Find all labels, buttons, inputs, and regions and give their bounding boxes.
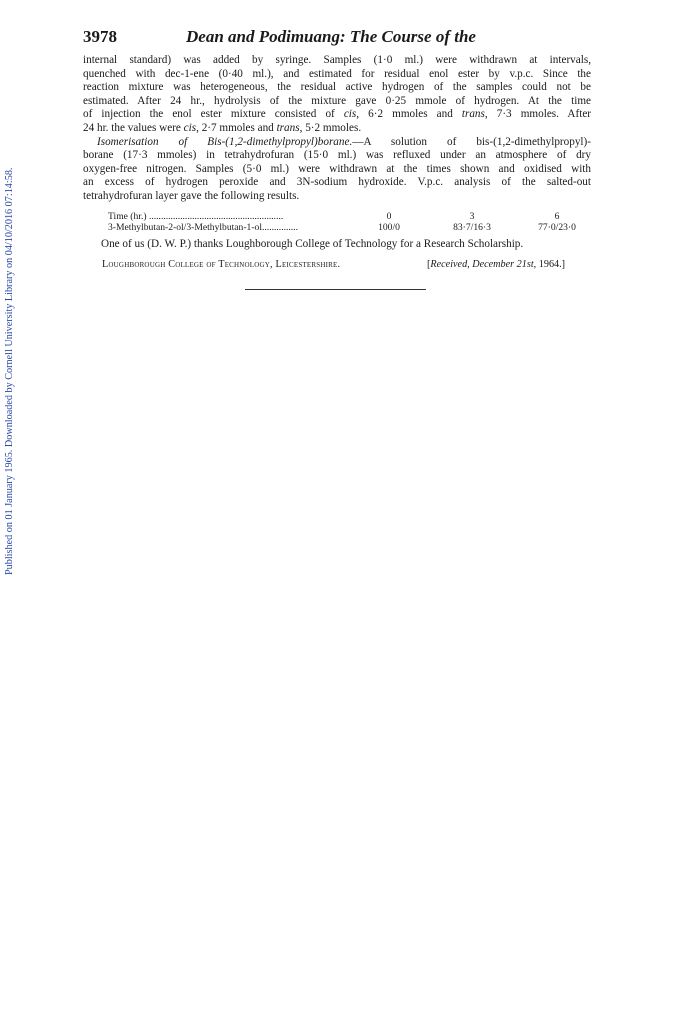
table-row	[108, 222, 586, 233]
p2-line-5: tetrahydrofuran layer gave the following results.	[83, 189, 300, 202]
side-watermark	[4, 167, 18, 1015]
acknowledgement: One of us (D. W. P.) thanks Loughborough College of Technology for a Research Scholarship.	[101, 238, 524, 250]
results-table	[108, 211, 586, 233]
p1-line-3: reaction mixture was heterogeneous, the residual active hydrogen of the samples could not be	[83, 81, 591, 94]
paragraph-1	[83, 54, 591, 136]
p1-line-4: estimated. After 24 hr., hydrolysis of the mixture gave 0·25 mmole of hydrogen. At the time	[83, 94, 591, 107]
page-number: 3978	[83, 27, 117, 46]
p2-line-4: an excess of hydrogen peroxide and 3N-sodium hydroxide. V.p.c. analysis of the salted-out	[83, 176, 592, 189]
p2-line-3: oxygen-free nitrogen. Samples (5·0 ml.) were withdrawn at the times shown and oxidised with	[83, 162, 591, 175]
p1-line-1: internal standard) was added by syringe. Samples (1·0 ml.) were withdrawn at intervals,	[83, 54, 591, 66]
p2-line-2: borane (17·3 mmoles) in tetrahydrofuran (15·0 ml.) was refluxed under an atmosphere of dry	[83, 149, 591, 162]
running-title: Dean and Podimuang: The Course of the	[186, 27, 476, 46]
affiliation: Loughborough College of Technology, Leicestershire.	[102, 259, 341, 270]
cell-ratio-0: 100/0	[378, 222, 400, 233]
row-label-ratio: 3-Methylbutan-2-ol/3-Methylbutan-1-ol...............	[108, 222, 298, 233]
article-body	[83, 54, 591, 204]
table-row	[108, 211, 586, 222]
p2-line-1: Isomerisation of Bis-(1,2-dimethylpropyl)borane.—A solution of bis-(1,2-dimethylpropyl)-	[97, 135, 591, 148]
cell-ratio-3: 83·7/16·3	[453, 222, 491, 233]
cell-time-0: 0	[386, 211, 392, 222]
received-date: [Received, December 21st, 1964.]	[427, 259, 566, 270]
side-watermark-text: Published on 01 January 1965. Downloaded by Cornell University Library on 04/10/2016 07:14:58.	[4, 167, 15, 575]
row-label-time: Time (hr.) ........................................................	[108, 211, 284, 222]
paragraph-2	[83, 136, 591, 204]
end-rule	[245, 289, 426, 290]
p1-line-2: quenched with dec-1-ene (0·40 ml.), and estimated for residual enol ester by v.p.c. Since the	[83, 67, 591, 80]
p1-line-5: of injection the enol ester mixture consisted of cis, 6·2 mmoles and trans, 7·3 mmoles. After	[83, 108, 592, 121]
cell-time-6: 6	[554, 211, 560, 222]
section-heading: Isomerisation of Bis-(1,2-dimethylpropyl)borane.	[97, 135, 353, 148]
p1-line-6: 24 hr. the values were cis, 2·7 mmoles and trans, 5·2 mmoles.	[83, 121, 362, 134]
cell-time-3: 3	[469, 211, 475, 222]
cell-ratio-6: 77·0/23·0	[538, 222, 576, 233]
